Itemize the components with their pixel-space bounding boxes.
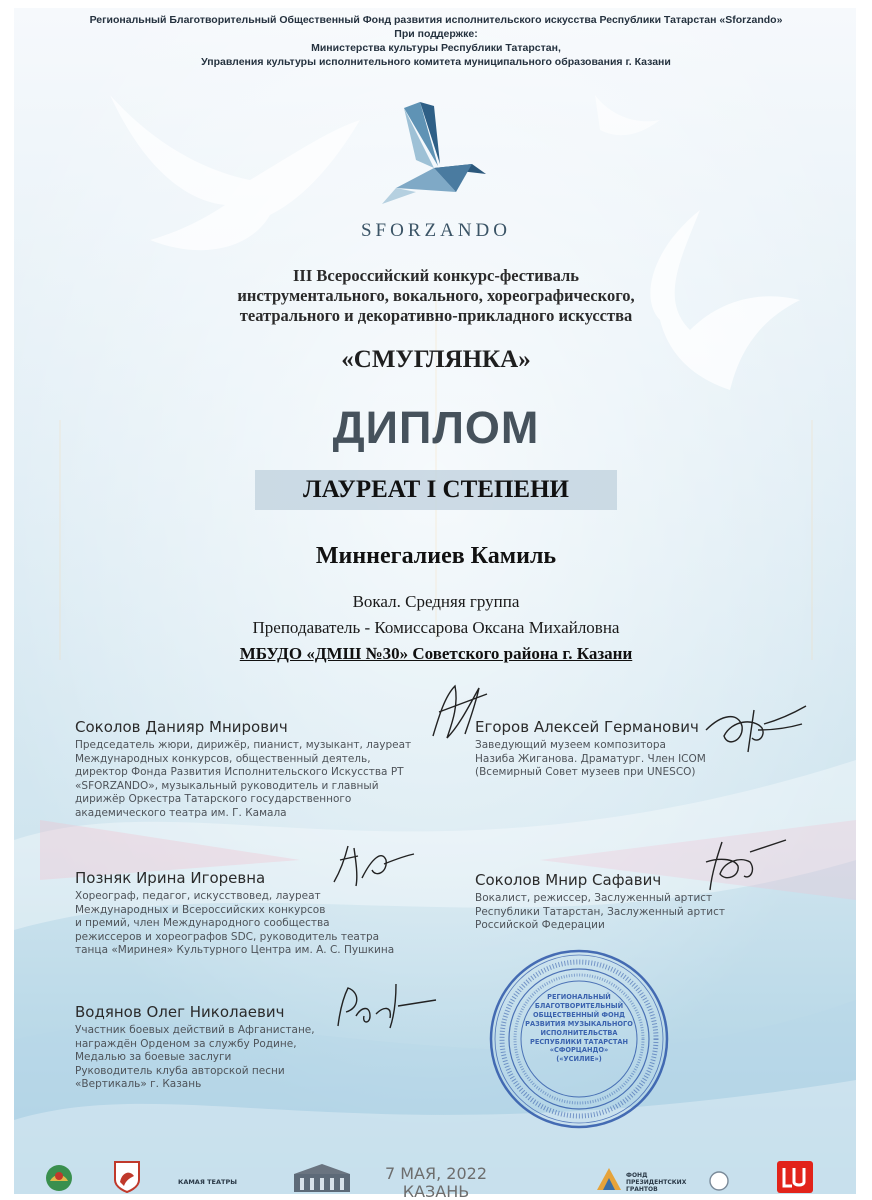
header-support: При поддержке:	[394, 28, 478, 40]
jury-member-4	[475, 871, 725, 933]
header-foundation: Региональный Благотворительный Общественный Фонд развития исполнительского искусства Республики Татарстан «Sforzando»	[89, 14, 783, 26]
jury-desc: Вокалист, режиссер, Заслуженный артист Республики Татарстан, Заслуженный артист Российской Федерации	[475, 892, 725, 932]
jury-name: Соколов Мнир Сафавич	[475, 871, 662, 889]
event-line-1: III Всероссийский конкурс-фестиваль	[292, 266, 580, 285]
jury-member-5	[75, 1003, 315, 1092]
signature-3	[328, 838, 418, 892]
event-line-2: инструментального, вокального, хореографического,	[237, 286, 635, 305]
kamal-theatre-label: КАМАЯ ТЕАТРЫ	[178, 1178, 237, 1186]
category: Вокал. Средняя группа	[352, 592, 520, 611]
jury-name: Соколов Данияр Мнирович	[75, 718, 288, 736]
jury-name: Водянов Олег Николаевич	[75, 1003, 285, 1021]
tatarstan-emblem-icon	[44, 1163, 74, 1193]
event-city: КАЗАНЬ	[402, 1182, 470, 1200]
teacher: Преподаватель - Комиссарова Оксана Михайловна	[252, 618, 620, 637]
jury-member-2	[475, 718, 706, 780]
jury-desc: Председатель жюри, дирижёр, пианист, музыкант, лауреат Международных конкурсов, общественный деятель, директор Фонда Развития Исполнительского Искусства РТ «SFORZANDO», музыкальный руководитель и главный дирижёр Оркестра Татарского государственного академического театра им. Г. Камала	[75, 739, 412, 819]
sforzando-logo	[376, 100, 496, 210]
jury-member-1	[75, 718, 411, 821]
header-ministry: Министерства культуры Республики Татарстан,	[311, 42, 561, 54]
jury-desc: Заведующий музеем композитора Назиба Жиганова. Драматург. Член ICOM (Всемирный Совет музеев при UNESCO)	[475, 739, 706, 779]
jury-desc: Участник боевых действий в Афганистане, награждён Орденом за службу Родине, Медалью за боевые заслуги Руководитель клуба авторской песни «Вертикаль» г. Казань	[75, 1024, 315, 1091]
partner-logo-icon	[708, 1170, 730, 1192]
brand-name: SFORZANDO	[360, 220, 512, 241]
header-department: Управления культуры исполнительного комитета муниципального образования г. Казани	[201, 56, 671, 68]
event-date: 7 МАЯ, 2022	[384, 1164, 488, 1183]
school: МБУДО «ДМШ №30» Советского района г. Казани	[239, 644, 633, 663]
recipient-name: Миннегалиев Камиль	[315, 543, 557, 569]
signature-4	[700, 832, 790, 898]
kazan-emblem-icon	[112, 1160, 142, 1194]
signature-5	[330, 976, 440, 1036]
stamp-center-text: РЕГИОНАЛЬНЫЙ БЛАГОТВОРИТЕЛЬНЫЙ ОБЩЕСТВЕННЫЙ ФОНД РАЗВИТИЯ МУЗЫКАЛЬНОГО ИСПОЛНИТЕЛЬСТВА РЕСПУБЛИКИ ТАТАРСТАН «СФОРЦАНДО» («УСИЛИЕ»)	[525, 993, 633, 1064]
presidential-grants-icon	[595, 1166, 623, 1192]
jury-desc: Хореограф, педагог, искусствовед, лауреат Международных и Всероссийских конкурсов и премий, член Международного сообщества режиссеров и хореографов SDC, руководитель театра танца «Миринея» Культурного Центра им. А. С. Пушкина	[75, 890, 395, 957]
dove-logo-icon	[382, 102, 486, 204]
jury-name: Позняк Ирина Игоревна	[75, 869, 266, 887]
theatre-building-icon	[290, 1160, 354, 1194]
event-line-3: театрального и декоративно-прикладного искусства	[239, 306, 633, 325]
lukoil-logo-icon	[776, 1160, 814, 1194]
festival-name: «СМУГЛЯНКА»	[341, 346, 531, 373]
signature-2	[702, 700, 808, 756]
presidential-grants-label: ФОНД ПРЕЗИДЕНТСКИХ ГРАНТОВ	[626, 1172, 687, 1193]
jury-name: Егоров Алексей Германович	[475, 718, 699, 736]
official-stamp	[487, 947, 671, 1131]
diploma-title: ДИПЛОМ	[332, 402, 540, 453]
degree-banner: ЛАУРЕАТ I СТЕПЕНИ	[255, 470, 617, 510]
